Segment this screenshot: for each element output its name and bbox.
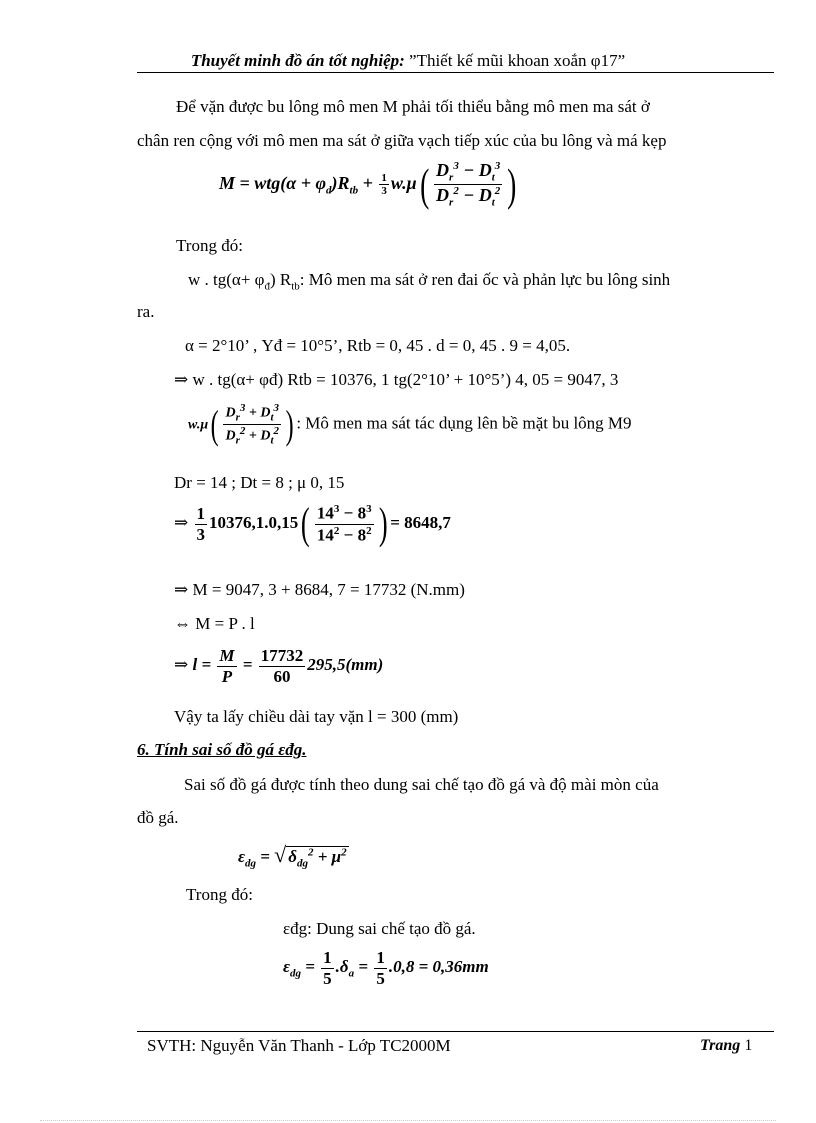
alpha-values-line: α = 2°10’ , Yđ = 10°5’, Rtb = 0, 45 . d = 0, 45 . 9 = 4,05. [185,336,571,355]
length-result: 295,5(mm) [307,654,384,674]
page-header [0,51,816,71]
formula-moment: $M = wtg(\alpha + \varphi_d)R_{tb}$ + $\frac{1}{3}$ w.μ( $\frac{D_r^3 - D_t^3}{D_r^2 - D_t^2}$ ) [219,158,517,210]
formula-calc-8648: ⇒ $\frac{1}{3}$ 10376,1.0,15( $\frac{14^3 - 8^3}{14^2 - 8^2}$ ) = 8648,7 [174,499,451,548]
formula-epsilon-value: $\varepsilon_{dg}$ = $\frac{1}{5}$ $.\delta_a$ = $\frac{1}{5}$ .0,8 = 0,36mm [283,948,489,988]
footer-page [700,1037,752,1055]
footer-page-label: Trang [700,1037,741,1054]
formula-length: ⇒ l = $\frac{M}{P}$ = $\frac{17732}{60}$ 295,5(mm) [174,646,384,686]
section-6-heading: 6. Tính sai số đồ gá εđg. [137,740,307,759]
trong-do-label-1: Trong đó: [176,236,243,255]
header-rule [137,72,774,73]
page-bottom-divider [40,1120,776,1121]
formula-mu-term: w.μ( $\frac{D_r^3 + D_t^3}{D_r^2 + D_t^2}$ ) : Mô men ma sát tác dụng lên bề mặt bu lông M9 [188,401,632,447]
w-tg-continuation: ra. [137,302,155,321]
mu-term-description: : Mô men ma sát tác dụng lên bề mặt bu lông M9 [296,413,632,433]
paragraph-1-line-1: Để vặn được bu lông mô men M phải tối thiểu bằng mô men ma sát ở [176,97,650,116]
epsilon-result: = 0,36mm [418,956,489,976]
w-tg-description: : Mô men ma sát ở ren đai ốc và phản lực bu lông sinh [299,270,671,289]
calc-result: = 8648,7 [390,512,451,532]
conclusion-line: Vậy ta lấy chiều dài tay vặn l = 300 (mm) [174,707,459,726]
paragraph-2-line-2: đồ gá. [137,808,179,827]
header-title: ”Thiết kế mũi khoan xoắn φ17” [404,51,626,70]
epsilon-description: εđg: Dung sai chế tạo đồ gá. [283,919,476,938]
footer-page-number: 1 [744,1037,753,1054]
footer-author: SVTH: Nguyễn Văn Thanh - Lớp TC2000M [147,1036,451,1055]
trong-do-label-2: Trong đó: [186,885,253,904]
formula-epsilon-sqrt: $\varepsilon_{dg}$ = √ $\delta_{dg}^2 + \mu^2$ [238,842,347,870]
moment-result-line: ⇒ w . tg(α+ φđ) Rtb = 10376, 1 tg(2°10’ + 10°5’) 4, 05 = 9047, 3 [174,370,619,389]
header-prefix: Thuyết minh đồ án tốt nghiệp: [190,51,405,70]
moment-sum-line: ⇒ M = 9047, 3 + 8684, 7 = 17732 (N.mm) [174,580,465,599]
w-tg-line: w . $tg(\alpha+ \varphi_đ)$ $R_{tb}$: Mô men ma sát ở ren đai ốc và phản lực bu lông sinh [188,270,671,293]
diameter-values-line: Dr = 14 ; Dt = 8 ; μ 0, 15 [174,473,345,492]
paragraph-2-line-1: Sai số đồ gá được tính theo dung sai chế tạo đồ gá và độ mài mòn của [184,775,659,794]
footer-rule [137,1031,774,1032]
paragraph-1-line-2: chân ren cộng với mô men ma sát ở giữa vạch tiếp xúc của bu lông và má kẹp [137,131,667,150]
moment-equation-line: ⇔ M = P . l [174,614,255,633]
